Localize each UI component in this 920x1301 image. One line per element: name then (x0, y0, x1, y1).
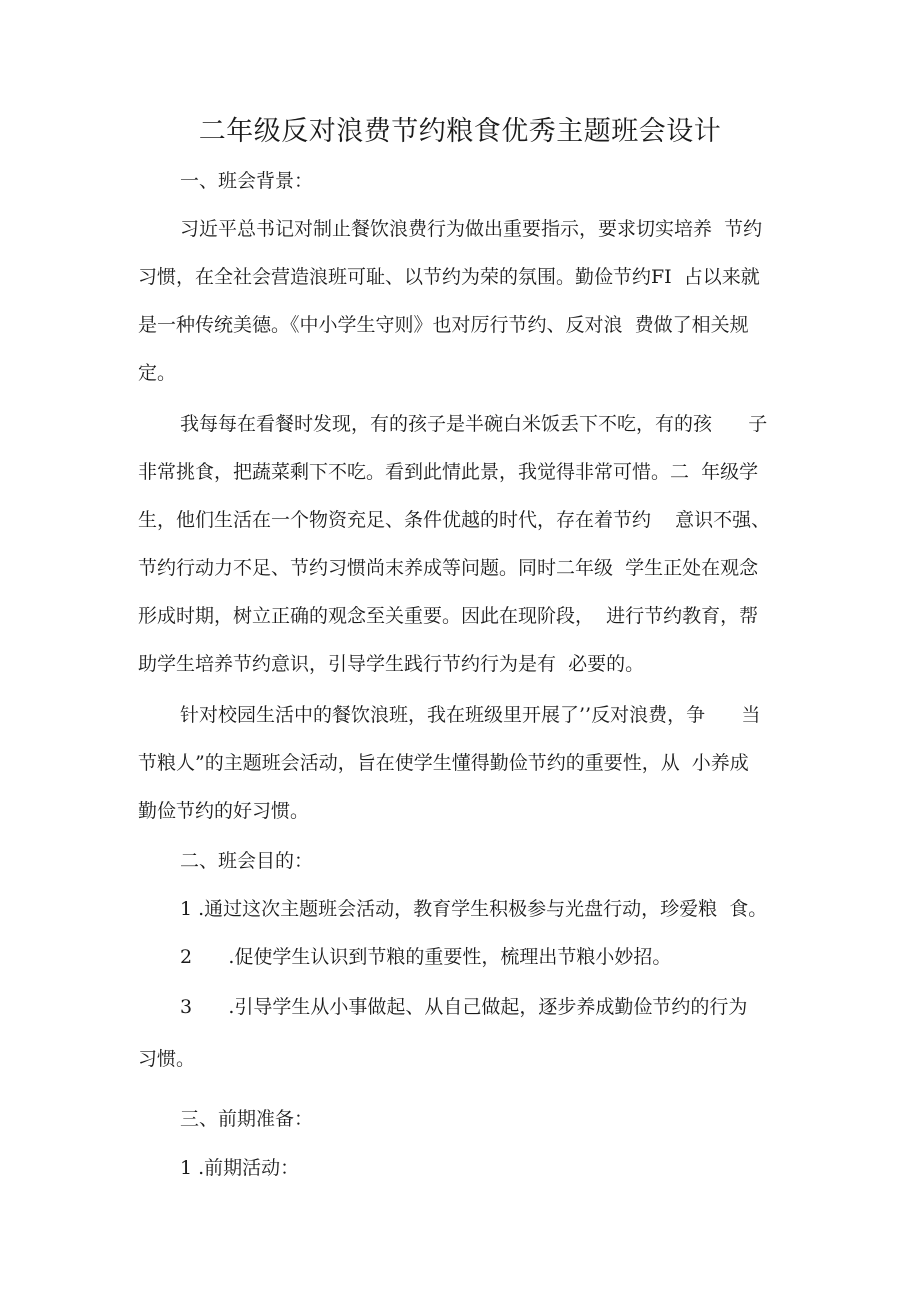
paragraph-line: 习惯，在全社会营造浪班可耻、以节约为荣的氛围。勤俭节约FI 占以来就 (138, 266, 760, 288)
paragraph-line: 勤俭节约的好习惯。 (138, 800, 310, 822)
paragraph-line: 节粮人”的主题班会活动，旨在使学生懂得勤俭节约的重要性，从 小养成 (138, 752, 749, 774)
paragraph-line: 习近平总书记对制止餐饮浪费行为做出重要指示，要求切实培养 节约 (180, 218, 763, 240)
preparation-item: 1 .前期活动： (180, 1157, 300, 1179)
document-title: 二年级反对浪费节约粮食优秀主题班会设计 (198, 116, 722, 147)
section-heading-preparation: 三、前期准备： (180, 1108, 314, 1130)
paragraph-line: 形成时期，树立正确的观念至关重要。因此在现阶段， 进行节约教育，帮 (138, 605, 759, 627)
paragraph-line: 我每每在看餐时发现，有的孩子是半碗白米饭丢下不吃，有的孩 子 (180, 413, 768, 435)
paragraph-line: 针对校园生活中的餐饮浪班，我在班级里开展了’’反对浪费，争 当 (180, 704, 761, 726)
paragraph-line: 定。 (138, 362, 177, 384)
paragraph-line: 生，他们生活在一个物资充足、条件优越的时代，存在着节约 意识不强、 (138, 509, 771, 531)
paragraph-line: 非常挑食，把蔬菜剩下不吃。看到此情此景，我觉得非常可惜。二 年级学 (138, 461, 759, 483)
goal-item: 3 .引导学生从小事做起、从自己做起，逐步养成勤俭节约的行为 (180, 996, 748, 1018)
goal-item-continuation: 习惯。 (138, 1048, 196, 1070)
paragraph-line: 节约行动力不足、节约习惯尚末养成等问题。同时二年级 学生正处在观念 (138, 557, 759, 579)
paragraph-line: 助学生培养节约意识，引导学生践行节约行为是有 必要的。 (138, 653, 645, 675)
section-heading-background: 一、班会背景： (180, 170, 314, 192)
paragraph-line: 是一种传统美德。《中小学生守则》也对厉行节约、反对浪 费做了相关规 (138, 314, 749, 336)
goal-item: 1 .通过这次主题班会活动，教育学生积极参与光盘行动，珍爱粮 食。 (180, 898, 768, 920)
section-heading-goals: 二、班会目的： (180, 850, 314, 872)
goal-item: 2 .促使学生认识到节粮的重要性，梳理出节粮小妙招。 (180, 946, 672, 968)
